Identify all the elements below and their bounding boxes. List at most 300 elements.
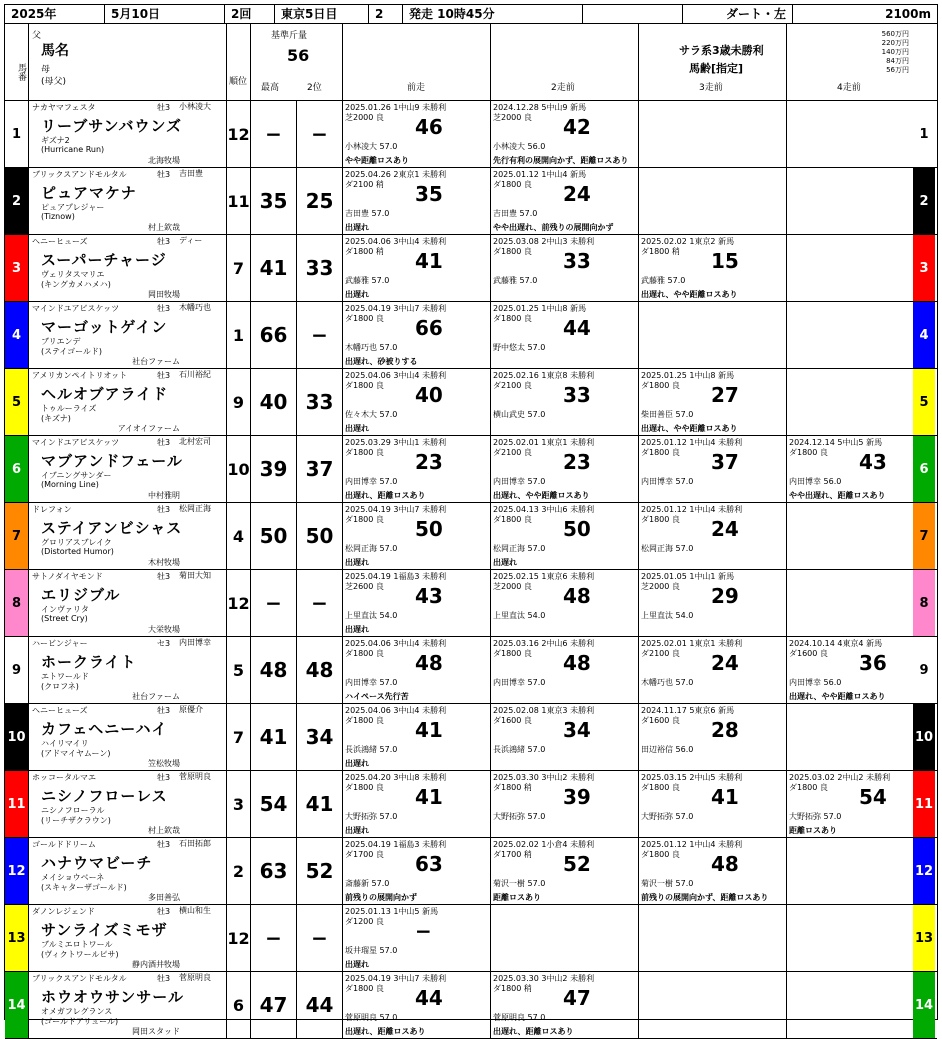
race-note: やや出遅れ、距離ロスあり: [789, 491, 886, 500]
race-jockey: 菅原明良 57.0: [345, 1013, 398, 1022]
race-score: 66: [415, 316, 443, 340]
best-score: 50: [251, 503, 297, 569]
past-race-r2: [491, 369, 639, 435]
race-date: 2025.02.15 1東京6 未勝利: [493, 572, 595, 581]
race-score: 48: [563, 584, 591, 608]
rank: 12: [227, 570, 251, 636]
race-course: ダ1800 良: [345, 649, 384, 658]
race-course: 芝2000 良: [493, 113, 532, 122]
past-race-r4: [787, 972, 913, 1038]
race-course: ダ1800 良: [345, 716, 384, 725]
race-note: 出遅れ、砂被りする: [345, 357, 418, 366]
jockey-name: 小林凌大: [179, 102, 211, 111]
past-race-r2: [491, 637, 639, 703]
horse-info: [29, 972, 227, 1038]
race-note: ハイペース先行苦: [345, 692, 409, 701]
rank: 1: [227, 302, 251, 368]
horse-name: ヘルオブアライド: [41, 385, 169, 403]
race-jockey: 菊沢一樹 57.0: [641, 879, 694, 888]
past-race-r3: [639, 235, 787, 301]
race-date: 2025.03.15 2中山5 未勝利: [641, 773, 743, 782]
umaban: 8: [5, 570, 29, 636]
race-date: 2025.04.19 3中山7 未勝利: [345, 304, 447, 313]
race-jockey: 吉田豊 57.0: [493, 209, 538, 218]
sex-age: セ3: [157, 639, 171, 648]
horse-row: [5, 637, 937, 704]
dam-name: トゥルーライズ: [41, 404, 97, 413]
bms-name: (Street Cry): [41, 614, 88, 623]
race-jockey: 柴田善臣 57.0: [641, 410, 694, 419]
sex-age: 牡3: [157, 103, 171, 112]
race-jockey: 武藤雅 57.0: [345, 276, 390, 285]
race-course: ダ1800 稍: [493, 984, 532, 993]
past-race-r3: [639, 704, 787, 770]
horse-row: [5, 771, 937, 838]
race-score: −: [415, 919, 432, 943]
breeder: 多田善弘: [148, 893, 180, 902]
sex-age: 牡3: [157, 974, 171, 983]
race-course: ダ1600 良: [641, 716, 680, 725]
race-score: 48: [415, 651, 443, 675]
race-course: ダ1600 良: [789, 649, 828, 658]
race-jockey: 内田博幸 57.0: [493, 477, 546, 486]
sex-age: 牡3: [157, 505, 171, 514]
race-course: ダ1200 良: [345, 917, 384, 926]
horse-name: リーブサンバウンズ: [41, 117, 183, 135]
race-date: 2024.12.14 5中山5 新馬: [789, 438, 883, 447]
past-race-r1: [343, 972, 491, 1038]
col-r4: 4走前 560万円 220万円 140万円 84万円 56万円: [837, 30, 909, 93]
umaban: 3: [5, 235, 29, 301]
sire-name: マインドユアビスケッツ: [32, 438, 120, 447]
col-horse: [29, 24, 227, 100]
race-date: 2025.04.06 3中山4 未勝利: [345, 371, 447, 380]
bms-name: (キズナ): [41, 414, 71, 423]
past-race-r1: [343, 436, 491, 502]
race-date: 2025.03.08 2中山3 未勝利: [493, 237, 595, 246]
race-note: 距離ロスあり: [789, 826, 837, 835]
race-note: 出遅れ、やや距離ロスあり: [641, 290, 738, 299]
breeder: 静内酒井牧場: [132, 960, 180, 969]
col-umaban: 馬番: [5, 24, 29, 100]
umaban: 5: [5, 369, 29, 435]
rank: 12: [227, 101, 251, 167]
race-course: 芝2000 良: [641, 582, 680, 591]
race-course: ダ1800 稍: [345, 247, 384, 256]
race-jockey: 横山武史 57.0: [493, 410, 546, 419]
second-score: −: [297, 570, 343, 636]
race-date: 2025.04.19 3中山7 未勝利: [345, 505, 447, 514]
sex-age: 牡3: [157, 907, 171, 916]
race-date: 2025.03.02 2中山2 未勝利: [789, 773, 891, 782]
past-race-r3: [639, 905, 787, 971]
breeder: 岡田スタッド: [132, 1027, 180, 1036]
second-score: −: [297, 101, 343, 167]
race-date: 2025.03.30 3中山2 未勝利: [493, 773, 595, 782]
past-race-r4: [787, 168, 913, 234]
race-score: 15: [711, 249, 739, 273]
past-race-r1: [343, 235, 491, 301]
horse-name: エリジブル: [41, 586, 121, 604]
race-course: ダ2100 良: [493, 381, 532, 390]
race-course: 芝2000 良: [493, 582, 532, 591]
umaban-right: 7: [913, 503, 935, 569]
second-score: 37: [297, 436, 343, 502]
umaban-right: 1: [913, 101, 935, 167]
bms-name: (スキャターザゴールド): [41, 883, 127, 892]
rank: 2: [227, 838, 251, 904]
race-sheet: [4, 4, 938, 1036]
rank: 3: [227, 771, 251, 837]
past-race-r1: [343, 838, 491, 904]
race-note: やや出遅れ、前残りの展開向かず: [493, 223, 614, 232]
jockey-name: 木幡巧也: [179, 303, 211, 312]
race-course: ダ1800 稍: [493, 783, 532, 792]
umaban: 7: [5, 503, 29, 569]
race-course: ダ1800 良: [641, 515, 680, 524]
best-score: −: [251, 101, 297, 167]
best-score: 41: [251, 704, 297, 770]
second-score: 34: [297, 704, 343, 770]
column-header: [5, 24, 937, 101]
horse-row: [5, 302, 937, 369]
race-score: 33: [563, 383, 591, 407]
race-date: 2025.04.06 3中山4 未勝利: [345, 639, 447, 648]
race-course: ダ1800 良: [493, 649, 532, 658]
horse-name: ニシノフローレス: [41, 787, 168, 805]
col-bms: (母父): [41, 77, 67, 87]
race-course: ダ1800 良: [345, 314, 384, 323]
dam-name: エトワールド: [41, 672, 89, 681]
race-date: 2025.04.06 3中山4 未勝利: [345, 706, 447, 715]
race-note: 出遅れ、距離ロスあり: [345, 491, 426, 500]
race-score: 47: [563, 986, 591, 1010]
race-date: 2025.04.19 1福島3 未勝利: [345, 840, 447, 849]
race-score: 63: [415, 852, 443, 876]
umaban-right: 3: [913, 235, 935, 301]
jockey-name: 石川裕紀: [179, 370, 211, 379]
past-race-r4: [787, 436, 913, 502]
dam-name: インヴァリタ: [41, 605, 89, 614]
race-course: ダ1800 良: [789, 448, 828, 457]
race-jockey: 田辺裕信 56.0: [641, 745, 694, 754]
race-note: 出遅れ: [345, 290, 369, 299]
col-dam: 母: [41, 65, 51, 75]
sex-age: 牡3: [157, 572, 171, 581]
race-class: サラ系3歳未勝利: [679, 44, 764, 57]
race-jockey: 内田博幸 56.0: [789, 477, 842, 486]
rank: 10: [227, 436, 251, 502]
col-weight: [251, 24, 343, 100]
best-score: −: [251, 905, 297, 971]
race-date: 2025.01.25 1中山8 新馬: [493, 304, 587, 313]
horse-name: カフェヘニーハイ: [41, 720, 168, 738]
umaban-right: 2: [913, 168, 935, 234]
breeder: 中村雅明: [148, 491, 180, 500]
jockey-name: 菊田大知: [179, 571, 211, 580]
horse-name: ステイアンビシャス: [41, 519, 183, 537]
dam-name: ヴェリタスマリエ: [41, 270, 105, 279]
sex-age: 牡3: [157, 371, 171, 380]
race-jockey: 上里直汰 54.0: [493, 611, 546, 620]
race-note: 出遅れ: [493, 558, 517, 567]
race-score: 28: [711, 718, 739, 742]
race-course: ダ2100 稍: [345, 180, 384, 189]
race-course: ダ1800 良: [345, 984, 384, 993]
race-score: 37: [711, 450, 739, 474]
race-jockey: 木幡巧也 57.0: [345, 343, 398, 352]
horse-info: [29, 436, 227, 502]
second-score: 50: [297, 503, 343, 569]
umaban-right: 8: [913, 570, 935, 636]
jockey-name: 吉田豊: [179, 169, 203, 178]
past-race-r1: [343, 905, 491, 971]
past-race-r3: [639, 838, 787, 904]
rank: 4: [227, 503, 251, 569]
best-score: 39: [251, 436, 297, 502]
past-race-r1: [343, 369, 491, 435]
race-jockey: 小林凌大 57.0: [345, 142, 398, 151]
dam-name: メイショウベーネ: [41, 873, 105, 882]
horse-row: [5, 101, 937, 168]
umaban-right: 4: [913, 302, 935, 368]
past-race-r4: [787, 704, 913, 770]
breeder: 村上欽哉: [148, 826, 180, 835]
past-race-r2: [491, 838, 639, 904]
race-score: 44: [563, 316, 591, 340]
race-date: 2024.12.28 5中山9 新馬: [493, 103, 587, 112]
race-date: 2025.01.13 1中山5 新馬: [345, 907, 439, 916]
race-note: 出遅れ、距離ロスあり: [345, 1027, 426, 1036]
race-score: 23: [415, 450, 443, 474]
past-race-r3: [639, 168, 787, 234]
race-jockey: 大野拓弥 57.0: [345, 812, 398, 821]
jockey-name: 菅原明良: [179, 973, 211, 982]
past-race-r3: [639, 637, 787, 703]
race-score: 41: [711, 785, 739, 809]
breeder: 岡田牧場: [148, 290, 180, 299]
sire-name: ドレフォン: [32, 505, 72, 514]
past-race-r1: [343, 168, 491, 234]
race-date: 2025.02.02 1小倉4 未勝利: [493, 840, 595, 849]
horse-name: マブアンドフェール: [41, 452, 183, 470]
jockey-name: 菅原明良: [179, 772, 211, 781]
race-jockey: 大野拓弥 57.0: [493, 812, 546, 821]
race-score: 24: [711, 517, 739, 541]
race-note: 出遅れ: [345, 223, 369, 232]
rank: 6: [227, 972, 251, 1038]
race-date: 2024.11.17 5東京6 新馬: [641, 706, 735, 715]
dam-name: ハイリマイリ: [41, 739, 89, 748]
past-race-r2: [491, 168, 639, 234]
race-date: 2025.04.06 3中山4 未勝利: [345, 237, 447, 246]
horse-info: [29, 771, 227, 837]
race-jockey: 野中悠太 57.0: [493, 343, 546, 352]
best-score: −: [251, 570, 297, 636]
sire-name: サトノダイヤモンド: [32, 572, 103, 581]
dam-name: グロリアスブレイク: [41, 538, 112, 547]
col-r1: 前走: [343, 24, 491, 100]
race-score: 39: [563, 785, 591, 809]
sire-name: マインドユアビスケッツ: [32, 304, 120, 313]
horse-name: サンライズミモザ: [41, 921, 168, 939]
bms-name: (クロフネ): [41, 682, 79, 691]
breeder: 社台ファーム: [132, 357, 180, 366]
horse-info: [29, 235, 227, 301]
race-date: 2025.04.20 3中山8 未勝利: [345, 773, 447, 782]
race-jockey: 松岡正海 57.0: [345, 544, 398, 553]
race-date: 2025.02.16 1東京8 未勝利: [493, 371, 595, 380]
race-jockey: 松岡正海 57.0: [493, 544, 546, 553]
past-race-r3: [639, 972, 787, 1038]
breeder: 社台ファーム: [132, 692, 180, 701]
race-course: ダ1800 良: [493, 180, 532, 189]
horse-rows: [5, 101, 937, 1039]
horse-row: [5, 503, 937, 570]
race-course: ダ1800 良: [641, 381, 680, 390]
rank: 7: [227, 235, 251, 301]
past-race-r2: [491, 101, 639, 167]
race-course: ダ1800 良: [345, 515, 384, 524]
race-jockey: 上里直汰 54.0: [641, 611, 694, 620]
past-race-r1: [343, 570, 491, 636]
race-jockey: 内田博幸 57.0: [493, 678, 546, 687]
past-race-r4: [787, 369, 913, 435]
race-note: やや距離ロスあり: [345, 156, 409, 165]
horse-info: [29, 369, 227, 435]
horse-name: ハナウマビーチ: [41, 854, 153, 872]
race-jockey: 佐々木大 57.0: [345, 410, 398, 419]
prize-list: 560万円 220万円 140万円 84万円 56万円: [881, 30, 909, 74]
race-note: 出遅れ: [345, 759, 369, 768]
bms-name: (Hurricane Run): [41, 145, 105, 154]
sex-age: 牡3: [157, 438, 171, 447]
past-race-r2: [491, 302, 639, 368]
race-score: 48: [563, 651, 591, 675]
venue-day: 東京5日目: [275, 5, 369, 23]
horse-info: [29, 168, 227, 234]
race-course: ダ1800 良: [493, 247, 532, 256]
breeder: 大栄牧場: [148, 625, 180, 634]
race-score: 41: [415, 785, 443, 809]
horse-row: [5, 972, 937, 1039]
race-course: ダ2100 良: [493, 448, 532, 457]
jockey-name: ディー: [179, 236, 203, 245]
umaban: 9: [5, 637, 29, 703]
race-date: 2025.01.12 1中山4 未勝利: [641, 840, 743, 849]
best-score: 35: [251, 168, 297, 234]
umaban-right: 9: [913, 637, 935, 703]
sire-name: ブリックスアンドモルタル: [32, 170, 127, 179]
race-date: 2025.04.19 3中山7 未勝利: [345, 974, 447, 983]
race-jockey: 松岡正海 57.0: [641, 544, 694, 553]
best-score: 66: [251, 302, 297, 368]
race-score: 29: [711, 584, 739, 608]
horse-row: [5, 436, 937, 503]
race-date: 2025.02.02 1東京2 新馬: [641, 237, 735, 246]
rank: 7: [227, 704, 251, 770]
race-jockey: 長浜鴻緒 57.0: [493, 745, 546, 754]
race-score: 52: [563, 852, 591, 876]
rank: 5: [227, 637, 251, 703]
past-race-r1: [343, 101, 491, 167]
race-course: ダ1700 稍: [493, 850, 532, 859]
race-course: ダ1800 良: [641, 448, 680, 457]
race-jockey: 内田博幸 57.0: [345, 477, 398, 486]
race-score: 33: [563, 249, 591, 273]
past-race-r3: [639, 369, 787, 435]
race-jockey: 内田博幸 57.0: [641, 477, 694, 486]
breeder: 北海牧場: [148, 156, 180, 165]
past-race-r3: [639, 570, 787, 636]
umaban: 10: [5, 704, 29, 770]
bms-name: (ゴールドアリュール): [41, 1017, 119, 1026]
past-race-r4: [787, 235, 913, 301]
past-race-r2: [491, 503, 639, 569]
past-race-r4: [787, 771, 913, 837]
race-score: 24: [563, 182, 591, 206]
race-note: 出遅れ、やや距離ロスあり: [641, 424, 738, 433]
col-name: 馬名: [41, 43, 69, 59]
horse-info: [29, 101, 227, 167]
race-score: 41: [415, 718, 443, 742]
race-course: ダ1800 稍: [641, 247, 680, 256]
umaban-right: 6: [913, 436, 935, 502]
race-score: 24: [711, 651, 739, 675]
race-score: 50: [415, 517, 443, 541]
race-note: 出遅れ: [345, 625, 369, 634]
breeder: アイオイファーム: [117, 424, 180, 433]
dam-name: ブリエンデ: [41, 337, 81, 346]
umaban: 2: [5, 168, 29, 234]
bms-name: (Distorted Humor): [41, 547, 114, 556]
horse-name: ホークライト: [41, 653, 137, 671]
horse-row: [5, 235, 937, 302]
weight-value: 56: [287, 46, 310, 65]
bms-name: (リーチザクラウン): [41, 816, 111, 825]
best-score: 54: [251, 771, 297, 837]
race-date: 2025.03.29 3中山1 未勝利: [345, 438, 447, 447]
kai: 2回: [225, 5, 275, 23]
race-note: 先行有利の展開向かず、距離ロスあり: [493, 156, 629, 165]
past-race-r4: [787, 637, 913, 703]
rank: 12: [227, 905, 251, 971]
best-score: 63: [251, 838, 297, 904]
sire-name: ヘニーヒューズ: [32, 706, 88, 715]
sire-name: ヘニーヒューズ: [32, 237, 88, 246]
race-date: 2025.03.30 3中山2 未勝利: [493, 974, 595, 983]
sex-age: 牡3: [157, 840, 171, 849]
second-score: 33: [297, 235, 343, 301]
horse-row: [5, 570, 937, 637]
second-score: 52: [297, 838, 343, 904]
race-date: 2024.10.14 4東京4 新馬: [789, 639, 883, 648]
race-score: 41: [415, 249, 443, 273]
race-jockey: 坂井瑠星 57.0: [345, 946, 398, 955]
umaban-right: 10: [913, 704, 935, 770]
race-course: ダ1800 良: [789, 783, 828, 792]
past-race-r1: [343, 302, 491, 368]
past-race-r2: [491, 771, 639, 837]
race-note: 出遅れ: [345, 558, 369, 567]
race-note: 出遅れ: [345, 960, 369, 969]
past-race-r3: [639, 503, 787, 569]
track-type: ダート・左: [683, 5, 793, 23]
dam-name: ギズナ2: [41, 136, 70, 145]
race-course: ダ1800 良: [641, 783, 680, 792]
umaban: 11: [5, 771, 29, 837]
race-score: 54: [859, 785, 887, 809]
